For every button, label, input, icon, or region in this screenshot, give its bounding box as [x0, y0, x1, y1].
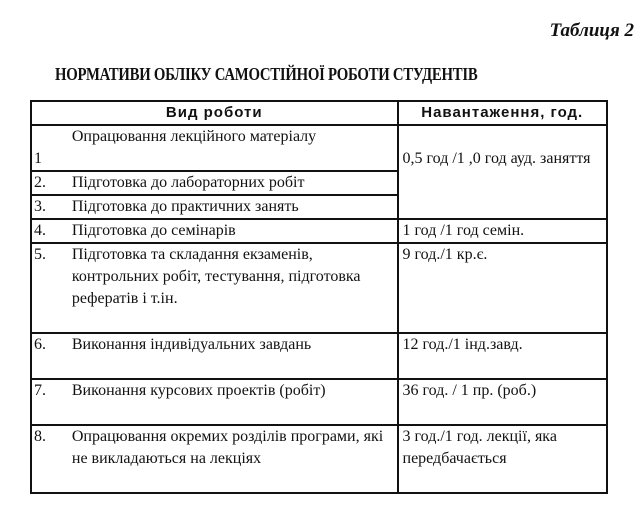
- row-work-type: Опрацювання окремих розділів програми, які не викладаються на лекціях: [64, 425, 398, 493]
- row-number: 5.: [31, 243, 64, 333]
- row-number: 4.: [31, 219, 64, 243]
- row-number: 3.: [31, 195, 64, 219]
- row-load: 1 год /1 год семін.: [398, 219, 608, 243]
- row-load: 3 год./1 год. лекції, яка передбачається: [398, 425, 608, 493]
- header-work-type: Вид роботи: [31, 101, 398, 125]
- table-header-row: [31, 101, 607, 125]
- row-work-type: Виконання індивідуальних завдань: [64, 333, 398, 379]
- row-number: 7.: [31, 379, 64, 425]
- table-row: [31, 243, 607, 333]
- table-row: [31, 379, 607, 425]
- table-row: [31, 425, 607, 493]
- norms-table: [30, 100, 608, 494]
- table-row: [31, 125, 607, 171]
- row-work-type: Виконання курсових проектів (робіт): [64, 379, 398, 425]
- row-work-type: Підготовка та складання екзаменів, контрольних робіт, тестування, підготовка рефератів і т.ін.: [64, 243, 398, 333]
- table-caption: Таблиця 2: [549, 20, 634, 41]
- row-work-type: Підготовка до практичних занять: [64, 195, 398, 219]
- row-work-type: Опрацювання лекційного матеріалу: [64, 125, 398, 171]
- row-work-type: Підготовка до семінарів: [64, 219, 398, 243]
- row-number: 6.: [31, 333, 64, 379]
- row-number: 8.: [31, 425, 64, 493]
- header-load: Навантаження, год.: [398, 101, 608, 125]
- row-load: 0,5 год /1 ,0 год ауд. заняття: [398, 125, 608, 219]
- row-load: 12 год./1 інд.завд.: [398, 333, 608, 379]
- table-row: [31, 219, 607, 243]
- row-number: 1: [31, 125, 64, 171]
- row-load: 9 год./1 кр.є.: [398, 243, 608, 333]
- row-number: 2.: [31, 171, 64, 195]
- table-row: [31, 333, 607, 379]
- row-load: 36 год. / 1 пр. (роб.): [398, 379, 608, 425]
- row-work-type: Підготовка до лабораторних робіт: [64, 171, 398, 195]
- table-title: НОРМАТИВИ ОБЛІКУ САМОСТІЙНОЇ РОБОТИ СТУДЕНТІВ: [55, 64, 478, 84]
